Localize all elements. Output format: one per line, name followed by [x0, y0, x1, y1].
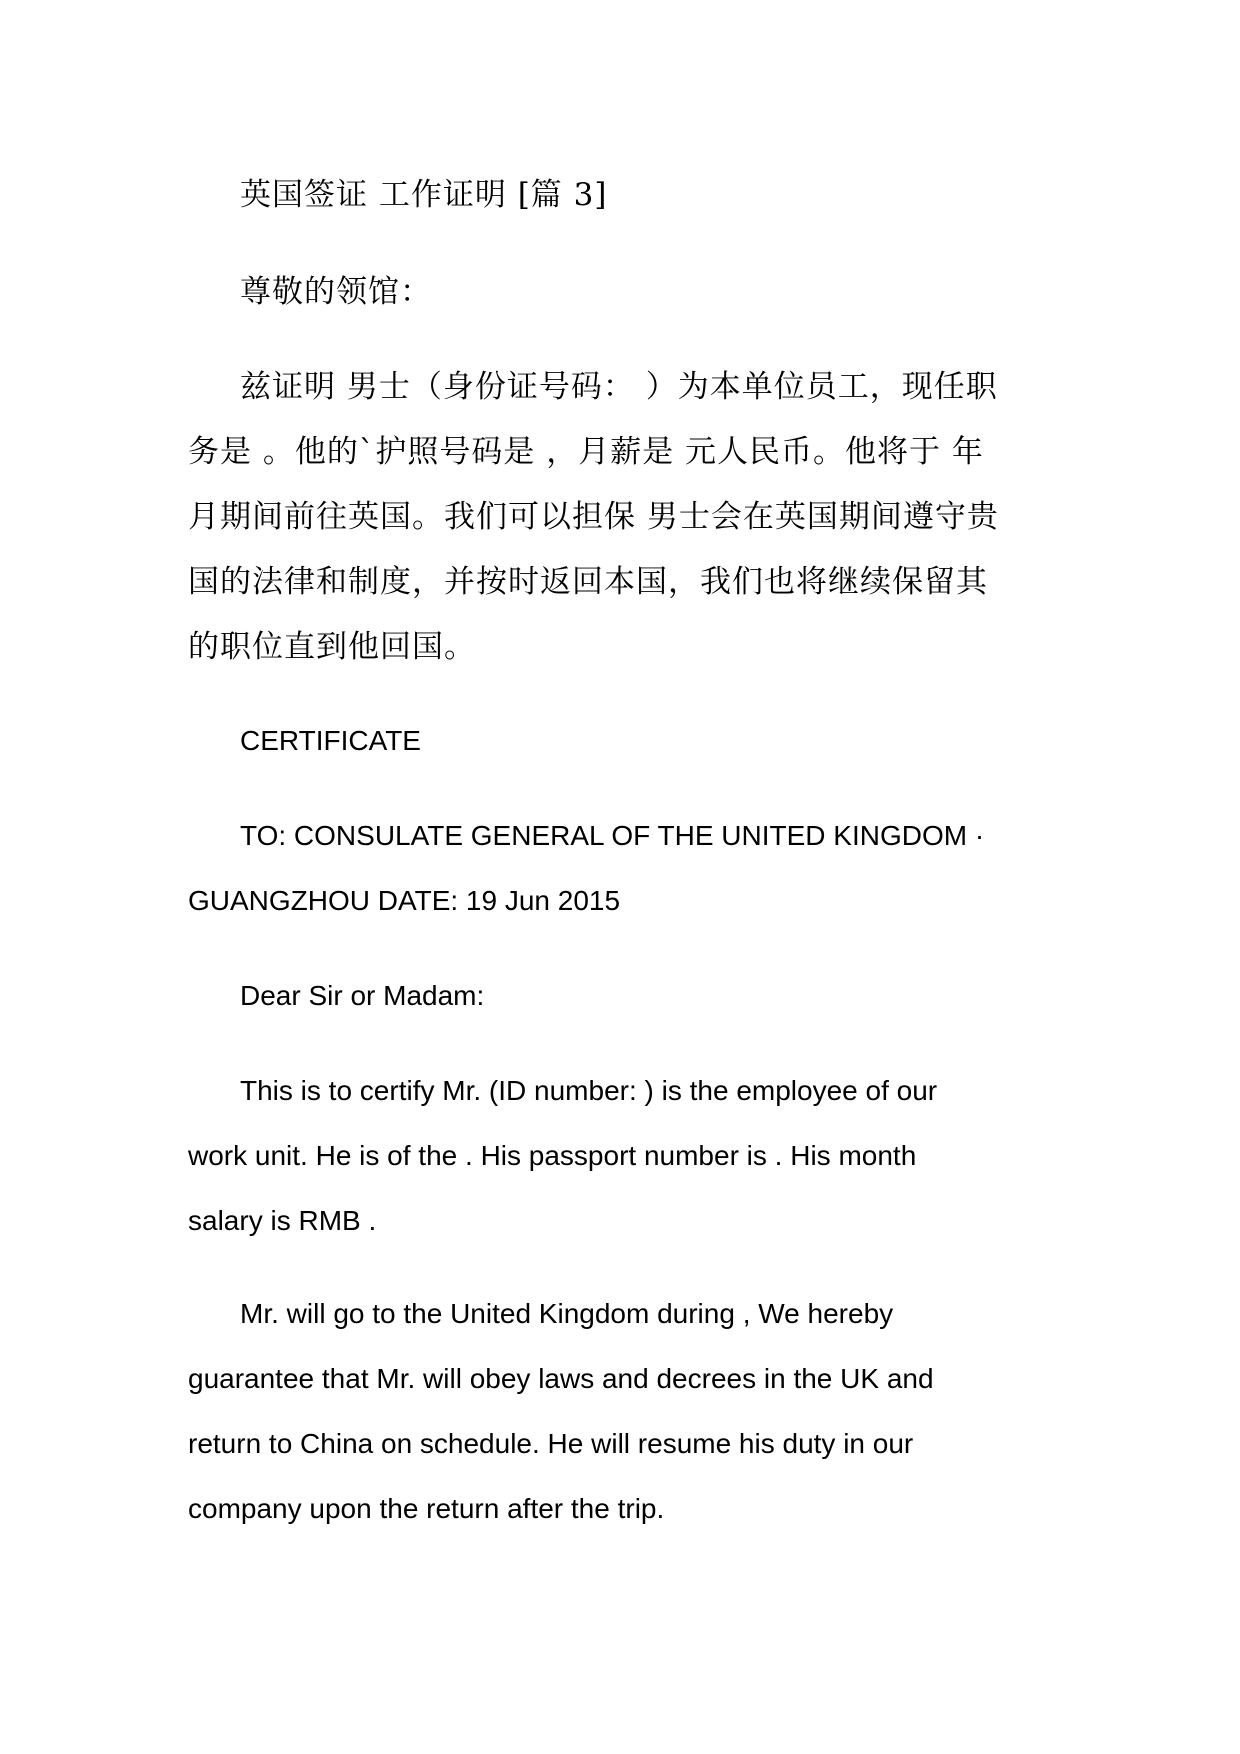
body-zh-line: 的职位直到他回国。 [188, 629, 476, 665]
certificate-heading [188, 708, 1068, 773]
addressee-and-date [188, 803, 1068, 933]
date-line: GUANGZHOU DATE: 19 Jun 2015 [188, 885, 621, 916]
certificate-heading-text: CERTIFICATE [240, 725, 421, 756]
chinese-salutation [188, 260, 1068, 325]
chinese-body-paragraph [188, 355, 1068, 680]
document-title [188, 163, 1068, 228]
body-en-line: company upon the return after the trip. [188, 1493, 665, 1524]
english-salutation [188, 963, 1068, 1028]
body-en-line: work unit. He is of the . His passport number is . His month [188, 1140, 917, 1171]
body-zh-line: 兹证明 男士（身份证号码： ）为本单位员工，现任职 [240, 369, 998, 405]
body-en-line: salary is RMB . [188, 1205, 377, 1236]
body-en-line: return to China on schedule. He will resume his duty in our [188, 1428, 914, 1459]
body-zh-line: 务是 。他的`护照号码是 ，月薪是 元人民币。他将于 年 [188, 434, 984, 470]
english-body-paragraph-2 [188, 1281, 1068, 1541]
addressee-line: TO: CONSULATE GENERAL OF THE UNITED KINGDOM · [240, 820, 985, 851]
english-body-paragraph-1 [188, 1058, 1068, 1253]
body-zh-line: 月期间前往英国。我们可以担保 男士会在英国期间遵守贵 [188, 499, 999, 535]
title-text: 英国签证 工作证明 [篇 3] [240, 177, 608, 213]
salutation-zh-text: 尊敬的领馆： [240, 274, 432, 310]
body-en-line: guarantee that Mr. will obey laws and decrees in the UK and [188, 1363, 934, 1394]
body-zh-line: 国的法律和制度，并按时返回本国，我们也将继续保留其 [188, 564, 988, 600]
body-en-line: Mr. will go to the United Kingdom during , We hereby [240, 1298, 894, 1329]
body-en-line: This is to certify Mr. (ID number: ) is the employee of our [240, 1075, 938, 1106]
salutation-en-text: Dear Sir or Madam: [240, 980, 485, 1011]
